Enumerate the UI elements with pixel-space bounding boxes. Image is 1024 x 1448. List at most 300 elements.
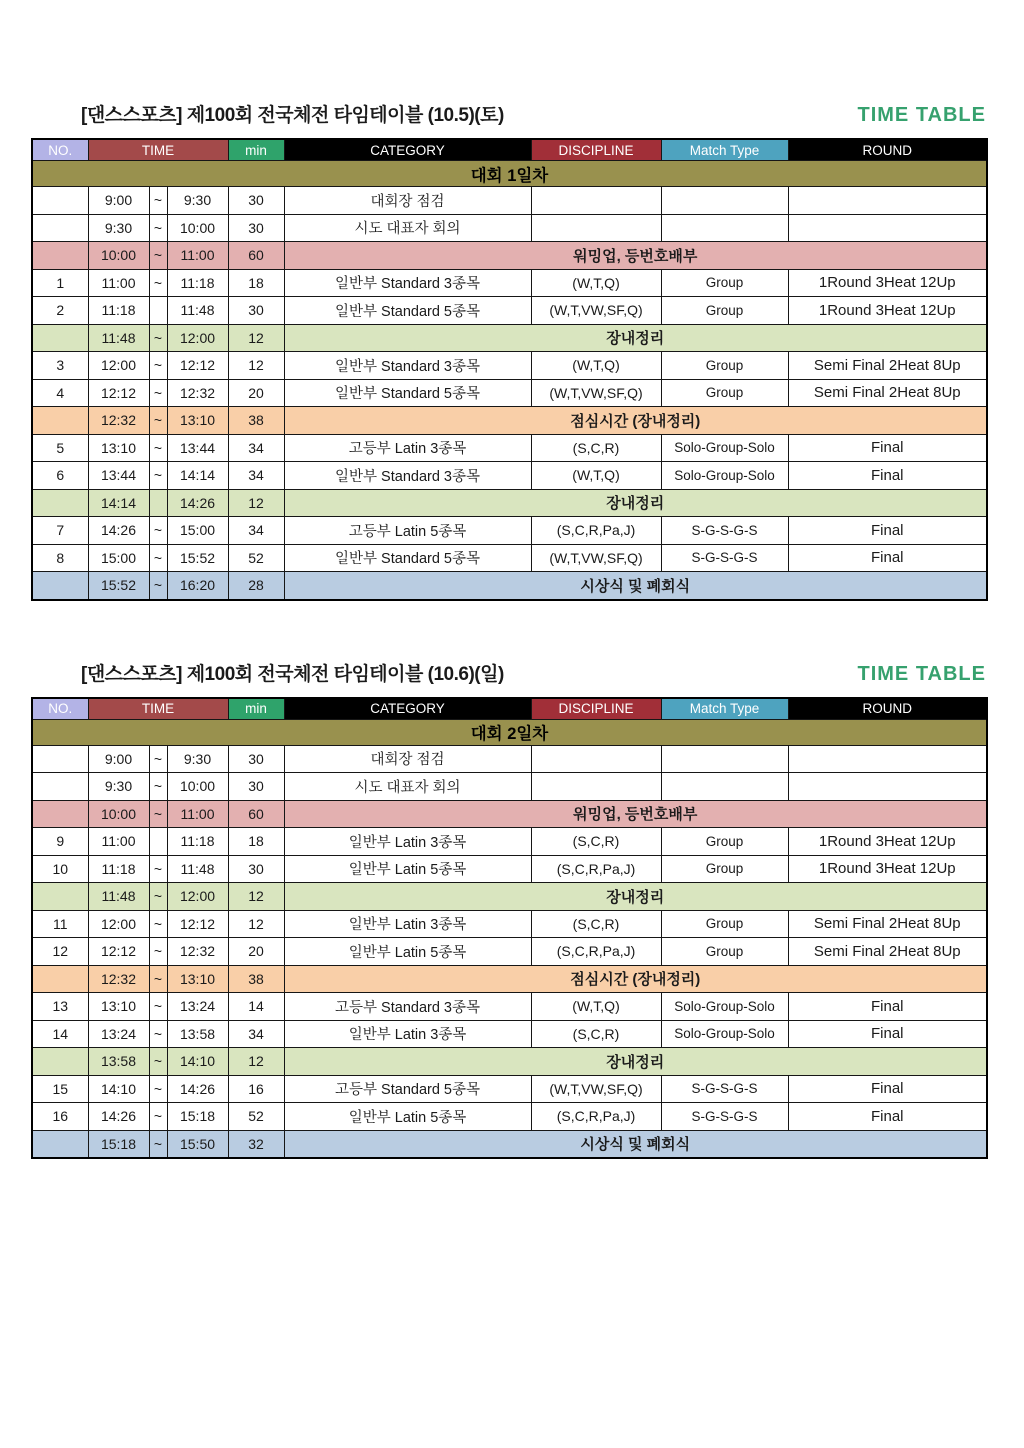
break-label-cell: 점심시간 (장내정리) [284,965,987,993]
schedule-row [32,910,987,938]
discipline-cell: (S,C,R,Pa,J) [531,517,661,545]
schedule-row [32,993,987,1021]
column-header-match-type: Match Type [661,139,788,161]
discipline-cell: (S,C,R) [531,828,661,856]
break-row [32,324,987,352]
time-separator-cell: ~ [149,214,167,242]
category-cell: 일반부 Latin 3종목 [284,828,531,856]
column-header-time: TIME [88,139,228,161]
match-type-cell [661,187,788,215]
match-type-cell: Group [661,855,788,883]
break-row [32,1130,987,1158]
discipline-cell: (S,C,R,Pa,J) [531,855,661,883]
start-time-cell: 15:18 [88,1130,149,1158]
start-time-cell: 13:44 [88,462,149,490]
break-row [32,883,987,911]
category-cell: 대회장 점검 [284,745,531,773]
category-cell: 시도 대표자 회의 [284,214,531,242]
end-time-cell: 9:30 [167,745,228,773]
match-type-cell: Group [661,269,788,297]
match-type-cell: Group [661,938,788,966]
start-time-cell: 13:10 [88,434,149,462]
round-cell: 1Round 3Heat 12Up [788,297,987,325]
duration-cell: 12 [228,324,284,352]
duration-cell: 52 [228,544,284,572]
break-row [32,489,987,517]
time-separator-cell: ~ [149,517,167,545]
schedule-row [32,1075,987,1103]
time-separator-cell: ~ [149,434,167,462]
category-cell: 고등부 Latin 3종목 [284,434,531,462]
row-number-cell: 1 [32,269,88,297]
discipline-cell: (S,C,R,Pa,J) [531,1103,661,1131]
start-time-cell: 11:48 [88,883,149,911]
page-title-day-2: [댄스스포츠] 제100회 전국체전 타임테이블 (10.6)(일) [81,663,504,685]
time-separator-cell: ~ [149,462,167,490]
round-cell: Final [788,1020,987,1048]
time-separator-cell: ~ [149,1103,167,1131]
time-separator-cell: ~ [149,773,167,801]
row-number-cell [32,324,88,352]
duration-cell: 28 [228,572,284,600]
discipline-cell: (W,T,VW,SF,Q) [531,544,661,572]
start-time-cell: 13:24 [88,1020,149,1048]
match-type-cell: S-G-S-G-S [661,1075,788,1103]
duration-cell: 12 [228,910,284,938]
category-cell: 대회장 점검 [284,187,531,215]
end-time-cell: 10:00 [167,214,228,242]
titlebar-day-1 [31,100,986,127]
row-number-cell [32,572,88,600]
time-separator-cell [149,828,167,856]
schedule-row [32,1020,987,1048]
round-cell: 1Round 3Heat 12Up [788,269,987,297]
timetable-table-day-2 [31,697,988,1160]
break-label-cell: 장내정리 [284,324,987,352]
row-number-cell [32,883,88,911]
match-type-cell: Group [661,352,788,380]
row-number-cell [32,1130,88,1158]
schedule-row [32,773,987,801]
break-label-cell: 시상식 및 폐회식 [284,1130,987,1158]
match-type-cell: Group [661,379,788,407]
category-cell: 일반부 Latin 3종목 [284,1020,531,1048]
discipline-cell [531,745,661,773]
row-number-cell: 8 [32,544,88,572]
schedule-row [32,517,987,545]
day-banner-row [32,161,987,187]
match-type-cell: Solo-Group-Solo [661,462,788,490]
start-time-cell: 12:12 [88,938,149,966]
category-cell: 일반부 Standard 3종목 [284,269,531,297]
start-time-cell: 14:10 [88,1075,149,1103]
duration-cell: 34 [228,1020,284,1048]
duration-cell: 30 [228,187,284,215]
row-number-cell: 4 [32,379,88,407]
end-time-cell: 12:12 [167,910,228,938]
time-separator-cell: ~ [149,993,167,1021]
duration-cell: 30 [228,773,284,801]
time-separator-cell: ~ [149,965,167,993]
schedule-row [32,434,987,462]
column-header-time: TIME [88,698,228,720]
time-separator-cell: ~ [149,242,167,270]
start-time-cell: 15:00 [88,544,149,572]
category-cell: 일반부 Latin 5종목 [284,855,531,883]
discipline-cell [531,187,661,215]
match-type-cell: S-G-S-G-S [661,544,788,572]
end-time-cell: 13:58 [167,1020,228,1048]
end-time-cell: 16:20 [167,572,228,600]
row-number-cell [32,407,88,435]
day-banner: 대회 1일차 [32,161,987,187]
break-row [32,1048,987,1076]
end-time-cell: 10:00 [167,773,228,801]
duration-cell: 60 [228,800,284,828]
duration-cell: 12 [228,1048,284,1076]
column-header-no: NO. [32,139,88,161]
round-cell: Final [788,1075,987,1103]
break-row [32,407,987,435]
end-time-cell: 12:32 [167,379,228,407]
column-header-round: ROUND [788,698,987,720]
discipline-cell: (W,T,Q) [531,352,661,380]
break-label-cell: 시상식 및 폐회식 [284,572,987,600]
start-time-cell: 12:32 [88,407,149,435]
match-type-cell: S-G-S-G-S [661,1103,788,1131]
time-table-logo: TIME TABLE [857,662,986,685]
start-time-cell: 14:14 [88,489,149,517]
break-row [32,572,987,600]
start-time-cell: 9:00 [88,745,149,773]
match-type-cell: S-G-S-G-S [661,517,788,545]
start-time-cell: 11:18 [88,855,149,883]
schedule-row [32,379,987,407]
category-cell: 일반부 Standard 3종목 [284,352,531,380]
duration-cell: 18 [228,828,284,856]
match-type-cell [661,773,788,801]
break-row [32,242,987,270]
schedule-row [32,938,987,966]
round-cell: Final [788,462,987,490]
start-time-cell: 11:00 [88,828,149,856]
end-time-cell: 13:10 [167,407,228,435]
start-time-cell: 11:18 [88,297,149,325]
time-separator-cell: ~ [149,352,167,380]
duration-cell: 32 [228,1130,284,1158]
timetable-day-1 [31,100,986,601]
duration-cell: 38 [228,407,284,435]
schedule-row [32,352,987,380]
match-type-cell: Group [661,828,788,856]
round-cell: Final [788,993,987,1021]
time-separator-cell: ~ [149,745,167,773]
discipline-cell [531,773,661,801]
category-cell: 시도 대표자 회의 [284,773,531,801]
duration-cell: 30 [228,214,284,242]
category-cell: 고등부 Standard 3종목 [284,993,531,1021]
time-table-logo: TIME TABLE [857,104,986,126]
row-number-cell: 6 [32,462,88,490]
row-number-cell: 5 [32,434,88,462]
category-cell: 일반부 Standard 5종목 [284,379,531,407]
discipline-cell: (S,C,R,Pa,J) [531,938,661,966]
duration-cell: 20 [228,379,284,407]
end-time-cell: 13:44 [167,434,228,462]
timetable-table-day-1 [31,138,988,601]
round-cell: Final [788,434,987,462]
column-header-min: min [228,139,284,161]
row-number-cell: 9 [32,828,88,856]
row-number-cell [32,489,88,517]
time-separator-cell [149,297,167,325]
end-time-cell: 11:00 [167,800,228,828]
day-banner: 대회 2일차 [32,719,987,745]
duration-cell: 12 [228,883,284,911]
duration-cell: 18 [228,269,284,297]
match-type-cell: Solo-Group-Solo [661,1020,788,1048]
break-label-cell: 점심시간 (장내정리) [284,407,987,435]
schedule-row [32,187,987,215]
discipline-cell: (W,T,VW,SF,Q) [531,379,661,407]
break-label-cell: 워밍업, 등번호배부 [284,800,987,828]
round-cell [788,187,987,215]
column-header-category: CATEGORY [284,139,531,161]
column-header-round: ROUND [788,139,987,161]
schedule-row [32,1103,987,1131]
start-time-cell: 9:30 [88,773,149,801]
row-number-cell: 10 [32,855,88,883]
row-number-cell: 11 [32,910,88,938]
time-separator-cell: ~ [149,800,167,828]
category-cell: 일반부 Latin 5종목 [284,1103,531,1131]
row-number-cell [32,773,88,801]
start-time-cell: 12:32 [88,965,149,993]
start-time-cell: 10:00 [88,800,149,828]
end-time-cell: 14:10 [167,1048,228,1076]
column-header-category: CATEGORY [284,698,531,720]
start-time-cell: 12:00 [88,910,149,938]
duration-cell: 60 [228,242,284,270]
column-header-no: NO. [32,698,88,720]
row-number-cell: 7 [32,517,88,545]
end-time-cell: 13:24 [167,993,228,1021]
row-number-cell [32,800,88,828]
column-header-discipline: DISCIPLINE [531,139,661,161]
end-time-cell: 11:48 [167,855,228,883]
start-time-cell: 14:26 [88,1103,149,1131]
duration-cell: 14 [228,993,284,1021]
end-time-cell: 14:26 [167,489,228,517]
time-separator-cell: ~ [149,910,167,938]
start-time-cell: 13:10 [88,993,149,1021]
row-number-cell [32,965,88,993]
row-number-cell [32,242,88,270]
round-cell: Semi Final 2Heat 8Up [788,352,987,380]
end-time-cell: 15:52 [167,544,228,572]
end-time-cell: 12:32 [167,938,228,966]
start-time-cell: 12:00 [88,352,149,380]
break-label-cell: 장내정리 [284,489,987,517]
start-time-cell: 9:00 [88,187,149,215]
row-number-cell: 3 [32,352,88,380]
column-header-discipline: DISCIPLINE [531,698,661,720]
discipline-cell: (W,T,VW,SF,Q) [531,297,661,325]
time-separator-cell: ~ [149,1130,167,1158]
header-row [32,139,987,161]
time-separator-cell: ~ [149,1048,167,1076]
duration-cell: 12 [228,489,284,517]
duration-cell: 12 [228,352,284,380]
end-time-cell: 11:18 [167,269,228,297]
end-time-cell: 12:12 [167,352,228,380]
schedule-row [32,745,987,773]
row-number-cell: 16 [32,1103,88,1131]
round-cell [788,773,987,801]
page-title-day-1: [댄스스포츠] 제100회 전국체전 타임테이블 (10.5)(토) [81,105,504,126]
row-number-cell: 14 [32,1020,88,1048]
time-separator-cell: ~ [149,544,167,572]
break-label-cell: 워밍업, 등번호배부 [284,242,987,270]
time-separator-cell: ~ [149,883,167,911]
row-number-cell: 12 [32,938,88,966]
start-time-cell: 9:30 [88,214,149,242]
row-number-cell [32,745,88,773]
round-cell: 1Round 3Heat 12Up [788,828,987,856]
duration-cell: 30 [228,297,284,325]
round-cell: Semi Final 2Heat 8Up [788,910,987,938]
start-time-cell: 14:26 [88,517,149,545]
time-separator-cell: ~ [149,407,167,435]
time-separator-cell: ~ [149,269,167,297]
end-time-cell: 13:10 [167,965,228,993]
titlebar-day-2 [31,659,986,686]
row-number-cell [32,214,88,242]
schedule-row [32,297,987,325]
schedule-row [32,269,987,297]
start-time-cell: 13:58 [88,1048,149,1076]
time-separator-cell: ~ [149,187,167,215]
time-separator-cell: ~ [149,379,167,407]
round-cell: 1Round 3Heat 12Up [788,855,987,883]
end-time-cell: 14:14 [167,462,228,490]
category-cell: 고등부 Latin 5종목 [284,517,531,545]
category-cell: 일반부 Standard 5종목 [284,297,531,325]
column-header-match-type: Match Type [661,698,788,720]
category-cell: 일반부 Standard 3종목 [284,462,531,490]
match-type-cell: Solo-Group-Solo [661,993,788,1021]
discipline-cell: (W,T,VW,SF,Q) [531,1075,661,1103]
schedule-row [32,462,987,490]
end-time-cell: 12:00 [167,883,228,911]
duration-cell: 16 [228,1075,284,1103]
discipline-cell: (S,C,R) [531,1020,661,1048]
end-time-cell: 14:26 [167,1075,228,1103]
round-cell: Final [788,1103,987,1131]
schedule-row [32,544,987,572]
start-time-cell: 11:00 [88,269,149,297]
row-number-cell [32,187,88,215]
round-cell: Semi Final 2Heat 8Up [788,379,987,407]
match-type-cell [661,745,788,773]
start-time-cell: 12:12 [88,379,149,407]
match-type-cell: Solo-Group-Solo [661,434,788,462]
break-row [32,965,987,993]
timetable-day-2 [31,659,986,1160]
end-time-cell: 15:18 [167,1103,228,1131]
category-cell: 일반부 Latin 3종목 [284,910,531,938]
discipline-cell [531,214,661,242]
duration-cell: 34 [228,462,284,490]
start-time-cell: 15:52 [88,572,149,600]
column-header-min: min [228,698,284,720]
end-time-cell: 9:30 [167,187,228,215]
match-type-cell: Group [661,297,788,325]
match-type-cell [661,214,788,242]
round-cell [788,745,987,773]
start-time-cell: 10:00 [88,242,149,270]
end-time-cell: 11:48 [167,297,228,325]
break-label-cell: 장내정리 [284,883,987,911]
duration-cell: 20 [228,938,284,966]
round-cell: Final [788,517,987,545]
duration-cell: 30 [228,855,284,883]
break-label-cell: 장내정리 [284,1048,987,1076]
break-row [32,800,987,828]
end-time-cell: 11:00 [167,242,228,270]
category-cell: 고등부 Standard 5종목 [284,1075,531,1103]
discipline-cell: (W,T,Q) [531,462,661,490]
time-separator-cell: ~ [149,572,167,600]
discipline-cell: (W,T,Q) [531,993,661,1021]
discipline-cell: (W,T,Q) [531,269,661,297]
row-number-cell: 15 [32,1075,88,1103]
schedule-row [32,828,987,856]
schedule-row [32,855,987,883]
start-time-cell: 11:48 [88,324,149,352]
header-row [32,698,987,720]
time-separator-cell: ~ [149,1075,167,1103]
round-cell: Semi Final 2Heat 8Up [788,938,987,966]
time-separator-cell: ~ [149,324,167,352]
time-separator-cell: ~ [149,1020,167,1048]
end-time-cell: 11:18 [167,828,228,856]
discipline-cell: (S,C,R) [531,910,661,938]
category-cell: 일반부 Latin 5종목 [284,938,531,966]
round-cell [788,214,987,242]
row-number-cell [32,1048,88,1076]
match-type-cell: Group [661,910,788,938]
end-time-cell: 12:00 [167,324,228,352]
duration-cell: 34 [228,434,284,462]
end-time-cell: 15:00 [167,517,228,545]
discipline-cell: (S,C,R) [531,434,661,462]
category-cell: 일반부 Standard 5종목 [284,544,531,572]
duration-cell: 34 [228,517,284,545]
schedule-row [32,214,987,242]
round-cell: Final [788,544,987,572]
time-separator-cell [149,489,167,517]
duration-cell: 30 [228,745,284,773]
row-number-cell: 2 [32,297,88,325]
duration-cell: 52 [228,1103,284,1131]
time-separator-cell: ~ [149,938,167,966]
day-banner-row [32,719,987,745]
time-separator-cell: ~ [149,855,167,883]
duration-cell: 38 [228,965,284,993]
row-number-cell: 13 [32,993,88,1021]
end-time-cell: 15:50 [167,1130,228,1158]
